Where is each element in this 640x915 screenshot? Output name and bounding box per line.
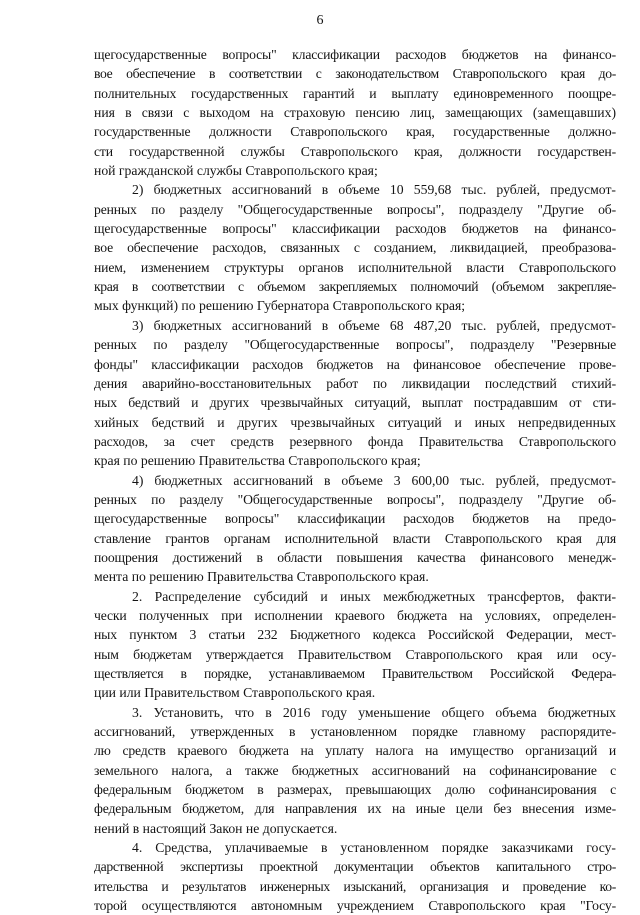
- text-line: 3. Установить, что в 2016 году уменьшение общего объема бюджетных: [132, 704, 616, 720]
- text-line: вое обеспечение расходов, связанных с созданием, ликвидацией, преобразова-: [94, 240, 616, 256]
- text-line: чески полученных при исполнении краевого бюджета на условиях, определен-: [94, 607, 616, 623]
- text-line: мых функций) по решению Губернатора Ставропольского края;: [94, 298, 466, 314]
- text-line: края по решению Правительства Ставропольского края;: [94, 453, 421, 469]
- text-line: ществляется в порядке, устанавливаемом Правительством Российской Федера-: [94, 666, 616, 681]
- text-line: нием, изменением структуры органов исполнительной власти Ставропольского: [94, 259, 616, 275]
- text-line: края в соответствии с объемом закрепляемых полномочий (объемом закрепляе-: [94, 279, 616, 295]
- text-line: нений в настоящий Закон не допускается.: [94, 820, 338, 836]
- text-line: фонды" классификации расходов бюджетов на финансовое обеспечение прове-: [94, 356, 616, 372]
- text-line: земельного налога, а также бюджетных ассигнований на софинансирование с: [94, 762, 616, 778]
- paragraph-continuation: [94, 45, 616, 180]
- text-line: ренных по разделу "Общегосударственные вопросы", подразделу "Резервные: [94, 337, 616, 353]
- paragraph-section-4: [94, 838, 616, 915]
- document-body: [94, 45, 616, 915]
- paragraph-item-4: [94, 471, 616, 587]
- text-line: ной гражданской службы Ставропольского края;: [94, 163, 378, 179]
- text-line: 4) бюджетных ассигнований в объеме 3 600,00 тыс. рублей, предусмот-: [132, 472, 616, 488]
- text-line: федеральным бюджетом в размерах, превышающих долю софинансирования с: [94, 782, 616, 798]
- text-line: ренных по разделу "Общегосударственные вопросы", подразделу "Другие об-: [94, 201, 616, 217]
- text-line: ренных по разделу "Общегосударственные вопросы", подразделу "Другие об-: [94, 491, 616, 507]
- text-line: ных бедствий и других чрезвычайных ситуаций, выплат пострадавшим от сти-: [94, 395, 616, 411]
- paragraph-item-2: [94, 180, 616, 315]
- text-line: 3) бюджетных ассигнований в объеме 68 487,20 тыс. рублей, предусмот-: [132, 317, 616, 333]
- text-line: 4. Средства, уплачиваемые в установленном порядке заказчиками госу-: [132, 840, 616, 856]
- text-line: дения аварийно-восстановительных работ по ликвидации последствий стихий-: [94, 375, 616, 391]
- page-number: 6: [316, 13, 324, 28]
- text-line: государственные должности Ставропольского края, государственные должно-: [94, 124, 616, 140]
- text-line: дарственной экспертизы проектной документации объектов капитального стро-: [94, 859, 616, 875]
- paragraph-section-2: [94, 587, 616, 703]
- text-line: лю средств краевого бюджета на уплату налога на имущество организаций и: [94, 743, 616, 759]
- text-line: хийных бедствий и других чрезвычайных ситуаций и иных непредвиденных: [94, 414, 616, 430]
- text-line: полнительных государственных гарантий и выплату единовременного поощре-: [94, 85, 616, 101]
- text-line: ительства и результатов инженерных изысканий, организация и проведение ко-: [94, 878, 616, 894]
- text-line: ным бюджетам утверждается Правительством Ставропольского края или осу-: [94, 646, 616, 662]
- text-line: 2) бюджетных ассигнований в объеме 10 559,68 тыс. рублей, предусмот-: [132, 182, 616, 198]
- text-line: ных пунктом 3 статьи 232 Бюджетного кодекса Российской Федерации, мест-: [94, 627, 616, 643]
- text-line: мента по решению Правительства Ставропольского края.: [94, 569, 429, 585]
- text-line: поощрения достижений в области повышения качества финансового менедж-: [94, 549, 616, 565]
- text-line: щегосударственные вопросы" классификации расходов бюджетов на финансо-: [94, 47, 616, 62]
- text-line: ции или Правительством Ставропольского края.: [94, 685, 376, 701]
- text-line: ассигнований, утвержденных в установленном порядке главному распорядите-: [94, 724, 616, 740]
- text-line: расходов, за счет средств резервного фонда Правительства Ставропольского: [94, 433, 616, 449]
- text-line: сти государственной службы Ставропольского края, должности государствен-: [94, 143, 616, 159]
- text-line: щегосударственные вопросы" классификации расходов бюджетов на предо-: [94, 511, 616, 527]
- text-line: федеральным бюджетом, для направления их на иные цели без внесения изме-: [94, 801, 616, 817]
- paragraph-section-3: [94, 703, 616, 838]
- text-line: торой осуществляются автономным учреждением Ставропольского края "Госу-: [94, 898, 616, 914]
- paragraph-item-3: [94, 316, 616, 471]
- text-line: щегосударственные вопросы" классификации расходов бюджетов на финансо-: [94, 221, 616, 237]
- text-line: ния в связи с выходом на страховую пенсию лиц, замещающих (замещавших): [94, 105, 616, 121]
- text-line: 2. Распределение субсидий и иных межбюджетных трансфертов, факти-: [132, 588, 616, 604]
- text-line: ставление грантов органам исполнительной власти Ставропольского края для: [94, 530, 616, 546]
- text-line: вое обеспечение в соответствии с законодательством Ставропольского края до-: [94, 66, 616, 82]
